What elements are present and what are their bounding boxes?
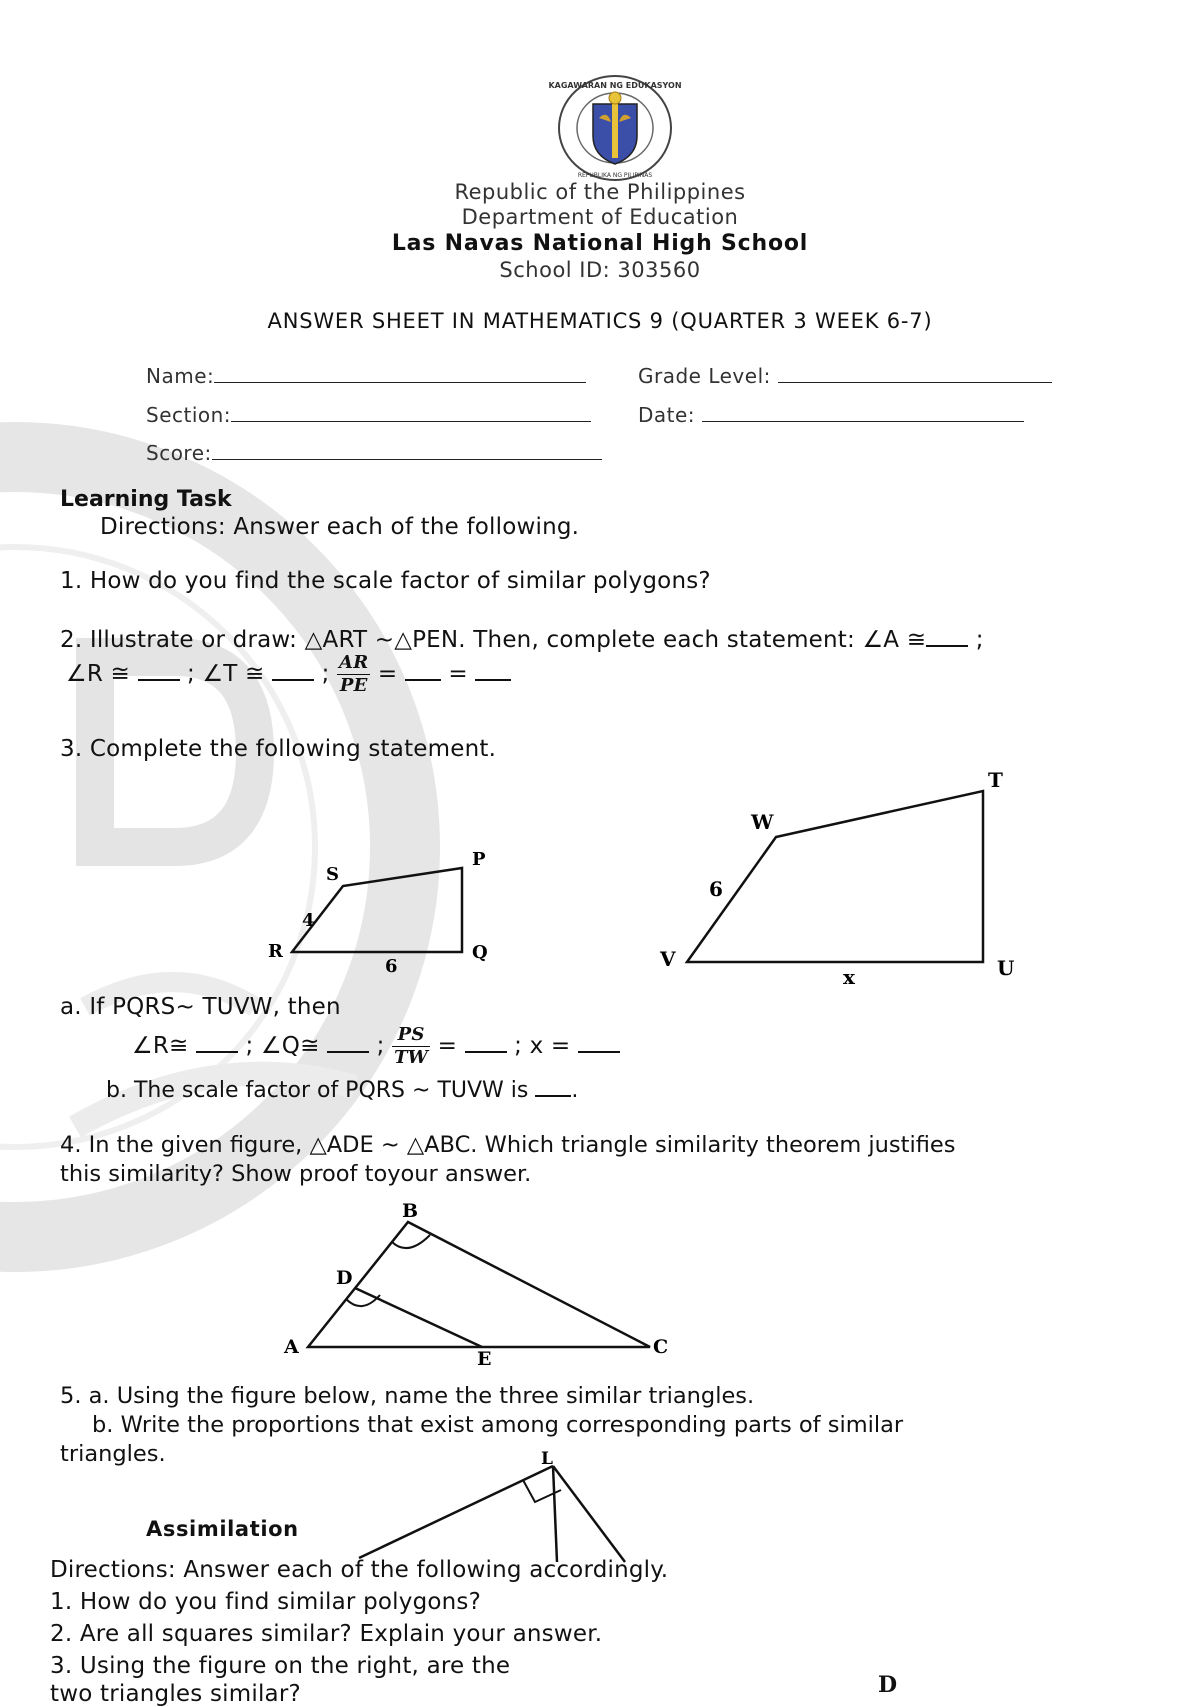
section-label: Section:	[146, 403, 232, 427]
section-blank[interactable]	[231, 401, 591, 422]
svg-text:REPUBLIKA NG PILIPINAS: REPUBLIKA NG PILIPINAS	[577, 172, 653, 179]
label-c: C	[653, 1336, 669, 1358]
label-t: T	[988, 768, 1003, 792]
deped-seal	[548, 74, 682, 182]
question-5-line2: b. Write the proportions that exist among corresponding parts of similar	[92, 1412, 904, 1438]
ratio-blank-2[interactable]	[475, 661, 511, 681]
question-3a-intro: a. If PQRS~ TUVW, then	[60, 994, 341, 1020]
question-2-line1	[60, 627, 984, 653]
label-p: P	[472, 849, 486, 870]
label-u: U	[997, 956, 1015, 980]
question-2-text: 2. Illustrate or draw: △ART ~△PEN. Then, complete each statement: ∠A ≅	[60, 627, 927, 653]
q3a-eq: =	[437, 1033, 458, 1059]
q3a-angle-r-blank[interactable]	[196, 1033, 238, 1053]
document-title: ANSWER SHEET IN MATHEMATICS 9 (QUARTER 3 WEEK 6-7)	[267, 309, 933, 333]
angle-r-blank[interactable]	[138, 661, 180, 681]
score-field[interactable]	[146, 439, 602, 465]
label-side-rq: 6	[385, 956, 398, 977]
assimilation-heading: Assimilation	[146, 1517, 299, 1541]
q2-sep: ;	[321, 661, 330, 687]
question-3a-line	[132, 1024, 620, 1069]
ratio-ps: PS	[392, 1024, 430, 1047]
ratio-pe: PE	[339, 675, 368, 696]
question-2-line2	[66, 652, 511, 697]
score-blank[interactable]	[212, 439, 602, 460]
question-4-line2: this similarity? Show proof toyour answer.	[60, 1161, 532, 1187]
q3a-angle-q-blank[interactable]	[327, 1033, 369, 1053]
q2-semicolon: ;	[975, 627, 984, 653]
q3a-angle-q: ; ∠Q≅	[245, 1033, 320, 1059]
label-w: W	[751, 810, 774, 834]
ratio-ar: AR	[339, 652, 369, 673]
grade-level-blank[interactable]	[778, 362, 1052, 383]
header-school-id: School ID: 303560	[499, 258, 701, 282]
question-3b	[106, 1077, 578, 1103]
q3a-angle-r: ∠R≅	[132, 1033, 189, 1059]
score-label: Score:	[146, 441, 212, 465]
q3a-x-blank[interactable]	[578, 1033, 620, 1053]
assimilation-question-3: 3. Using the figure on the right, are the	[50, 1653, 511, 1679]
label-side-vw: 6	[709, 877, 723, 901]
name-label: Name:	[146, 364, 215, 388]
q3a-x: ; x =	[514, 1033, 571, 1059]
q3b-end: .	[571, 1078, 579, 1103]
label-b: B	[402, 1200, 419, 1222]
learning-task-heading: Learning Task	[60, 487, 232, 512]
date-field[interactable]	[638, 401, 1024, 427]
grade-level-field[interactable]	[638, 362, 1052, 388]
grade-level-label: Grade Level:	[638, 364, 771, 388]
label-v: V	[660, 947, 676, 971]
q2-angle-r: ∠R ≅	[66, 661, 130, 687]
q2-eq1: =	[377, 661, 398, 687]
question-4-line1: 4. In the given figure, △ADE ~ △ABC. Which triangle similarity theorem justifies	[60, 1132, 956, 1158]
label-side-rs: 4	[302, 910, 315, 931]
ratio-tw: TW	[394, 1047, 429, 1068]
assimilation-question-1: 1. How do you find similar polygons?	[50, 1589, 482, 1615]
scale-factor-blank[interactable]	[535, 1077, 571, 1097]
learning-task-directions: Directions: Answer each of the following.	[100, 514, 580, 540]
date-label: Date:	[638, 403, 696, 427]
question-5-line3: triangles.	[60, 1441, 166, 1467]
label-q: Q	[472, 942, 488, 963]
assimilation-label-d: D	[878, 1672, 898, 1698]
label-r: R	[268, 941, 283, 962]
figure-triangle-abc	[280, 1200, 690, 1370]
question-1: 1. How do you find the scale factor of similar polygons?	[60, 568, 711, 594]
label-side-vu: x	[843, 965, 855, 989]
svg-text:KAGAWARAN NG EDUKASYON: KAGAWARAN NG EDUKASYON	[548, 81, 682, 90]
name-blank[interactable]	[214, 362, 586, 383]
q3a-sep: ;	[376, 1033, 385, 1059]
ratio-ps-tw	[392, 1024, 430, 1069]
figure-pqrs	[260, 830, 510, 977]
question-5-line1: 5. a. Using the figure below, name the three similar triangles.	[60, 1383, 755, 1409]
assimilation-question-2: 2. Are all squares similar? Explain your answer.	[50, 1621, 603, 1647]
figure-right-triangle	[355, 1450, 635, 1565]
q3b-text: b. The scale factor of PQRS ~ TUVW is	[106, 1078, 529, 1103]
assimilation-directions: Directions: Answer each of the following accordingly.	[50, 1557, 669, 1583]
label-d: D	[336, 1267, 353, 1289]
label-a: A	[284, 1336, 299, 1358]
figure-tuvw	[655, 765, 1035, 995]
header-school-name: Las Navas National High School	[391, 231, 809, 256]
label-l: L	[541, 1449, 553, 1469]
angle-t-blank[interactable]	[272, 661, 314, 681]
date-blank[interactable]	[702, 401, 1024, 422]
question-3: 3. Complete the following statement.	[60, 736, 497, 762]
q3a-ratio-blank[interactable]	[465, 1033, 507, 1053]
name-field[interactable]	[146, 362, 586, 388]
q2-eq2: =	[448, 661, 468, 687]
angle-a-blank[interactable]	[926, 627, 968, 647]
header-department: Department of Education	[461, 205, 739, 229]
ratio-blank-1[interactable]	[405, 661, 441, 681]
header-republic: Republic of the Philippines	[454, 180, 746, 204]
ratio-ar-pe	[337, 652, 370, 697]
q2-angle-t: ; ∠T ≅	[187, 661, 265, 687]
label-s: S	[326, 864, 339, 885]
section-field[interactable]	[146, 401, 591, 427]
assimilation-question-3-cont: two triangles similar?	[50, 1681, 301, 1707]
label-e: E	[477, 1348, 492, 1370]
